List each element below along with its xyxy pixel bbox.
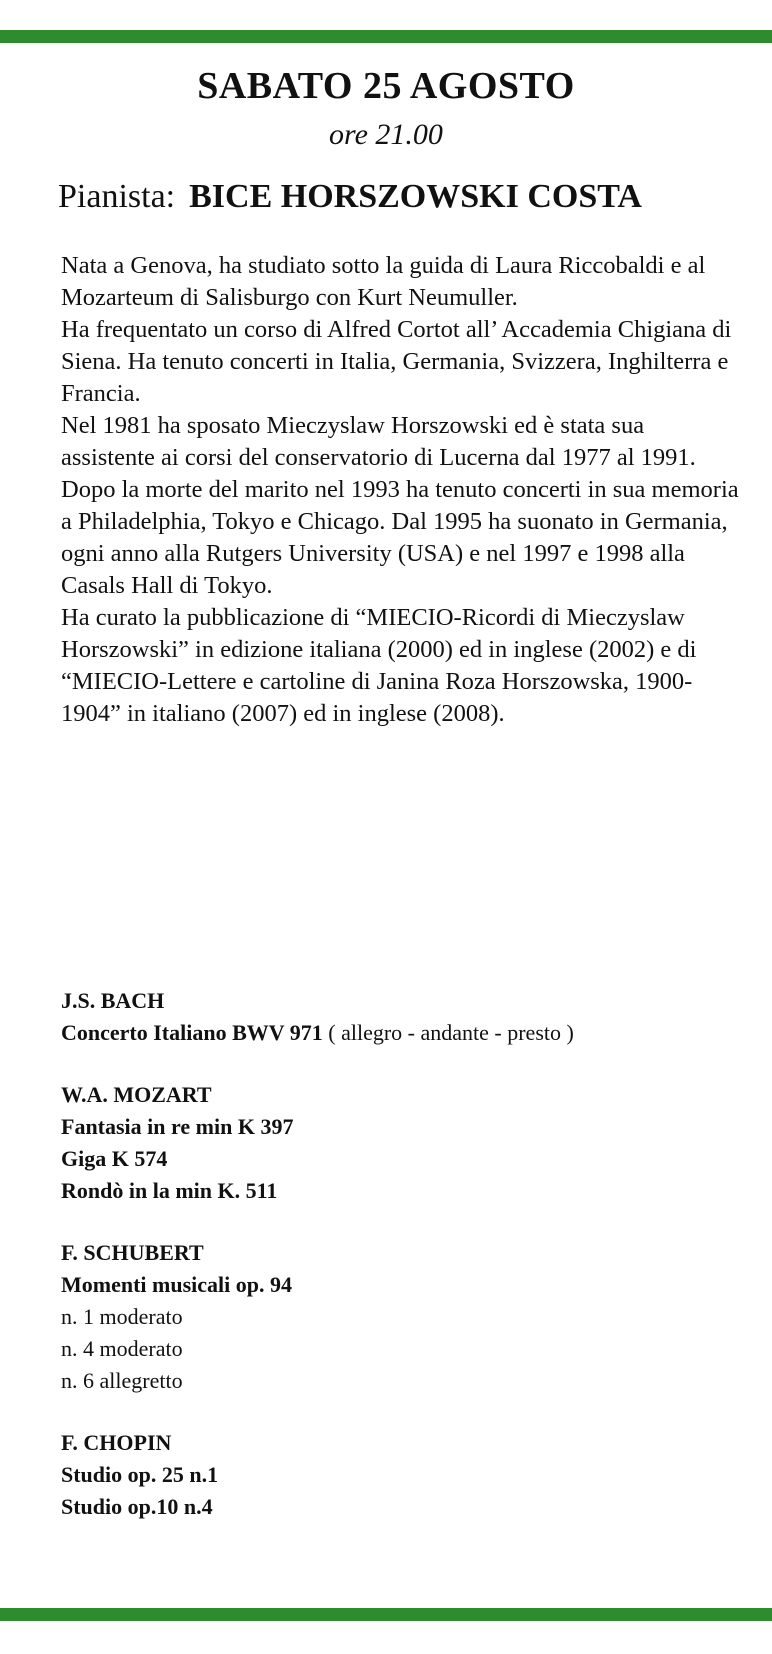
bio-paragraph: Ha frequentato un corso di Alfred Cortot all’ Accademia Chigiana di Siena. Ha tenuto concerti in Italia, Germania, Svizzera, Inghilterra e Francia.	[61, 316, 732, 407]
concert-program	[61, 985, 741, 1553]
pianist-line	[58, 178, 642, 216]
piece-line	[61, 1017, 741, 1049]
concert-time: ore 21.00	[329, 118, 443, 151]
composer-name: W.A. MOZART	[61, 1082, 212, 1107]
bio-paragraph: Nata a Genova, ha studiato sotto la guida di Laura Riccobaldi e al Mozarteum di Salisburgo con Kurt Neumuller.	[61, 252, 706, 311]
program-group-mozart	[61, 1079, 741, 1207]
program-group-chopin	[61, 1427, 741, 1523]
composer-name: J.S. BACH	[61, 988, 165, 1013]
composer-name: F. SCHUBERT	[61, 1240, 204, 1265]
pianist-name: BICE HORSZOWSKI COSTA	[189, 178, 642, 215]
program-group-bach	[61, 985, 741, 1049]
concert-date: SABATO 25 AGOSTO	[197, 65, 575, 107]
pianist-label: Pianista:	[58, 178, 176, 215]
top-green-bar	[0, 30, 772, 43]
movement-line: n. 4 moderato	[61, 1336, 183, 1361]
piece-title: Studio op. 25 n.1	[61, 1462, 219, 1487]
bottom-green-bar	[0, 1608, 772, 1621]
piece-movements: ( allegro - andante - presto )	[322, 1020, 574, 1045]
piece-title: Giga K 574	[61, 1146, 168, 1171]
biography	[61, 250, 741, 730]
composer-name: F. CHOPIN	[61, 1430, 172, 1455]
bio-paragraph: Ha curato la pubblicazione di “MIECIO-Ricordi di Mieczyslaw Horszowski” in edizione italiana (2000) ed in inglese (2002) e di “MIECIO-Lettere e cartoline di Janina Roza Horszowska, 1900-1904” in italiano (2007) ed in inglese (2008).	[61, 604, 697, 727]
program-group-schubert	[61, 1237, 741, 1397]
piece-title: Momenti musicali op. 94	[61, 1272, 292, 1297]
movement-line: n. 6 allegretto	[61, 1368, 183, 1393]
piece-title: Rondò in la min K. 511	[61, 1178, 278, 1203]
piece-title: Fantasia in re min K 397	[61, 1114, 294, 1139]
bio-paragraph: Nel 1981 ha sposato Mieczyslaw Horszowski ed è stata sua assistente ai corsi del conservatorio di Lucerna dal 1977 al 1991. Dopo la morte del marito nel 1993 ha tenuto concerti in sua memoria a Philadelphia, Tokyo e Chicago. Dal 1995 ha suonato in Germania, ogni anno alla Rutgers University (USA) e nel 1997 e 1998 alla Casals Hall di Tokyo.	[61, 412, 739, 599]
movement-line: n. 1 moderato	[61, 1304, 183, 1329]
piece-title: Studio op.10 n.4	[61, 1494, 213, 1519]
piece-title: Concerto Italiano BWV 971	[61, 1020, 323, 1045]
